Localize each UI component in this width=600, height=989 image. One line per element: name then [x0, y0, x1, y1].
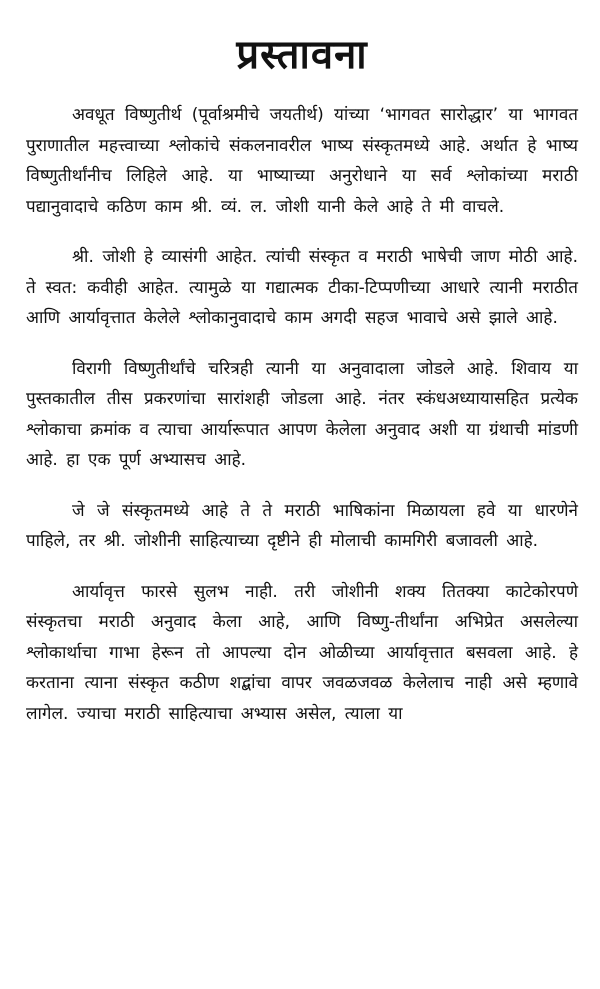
paragraph-5: आर्यावृत्त फारसे सुलभ नाही. तरी जोशीनी शक्य तितक्या काटेकोरपणे संस्कृतचा मराठी अनुवाद केला आहे, आणि विष्णु-तीर्थांना अभिप्रेत असलेल्या श्लोकार्थाचा गाभा हेरून तो आपल्या दोन ओळीच्या आर्यावृत्तात बसवला आहे. हे करताना त्याना संस्कृत कठीण शद्बांचा वापर जवळजवळ केलेलाच नाही असे म्हणावे लागेल. ज्याचा मराठी साहित्याचा अभ्यास असेल, त्याला या [26, 581, 578, 724]
paragraph-2: श्री. जोशी हे व्यासंगी आहेत. त्यांची संस्कृत व मराठी भाषेची जाण मोठी आहे. ते स्वत: कवीही आहेत. त्यामुळे या गद्यात्मक टीका-टिप्पणीच्या आधारे त्यानी मराठीत आणि आर्यावृत्तात केलेले श्लोकानुवादाचे काम अगदी सहज भावाचे असे झाले आहे. [26, 247, 578, 328]
paragraph-4: जे जे संस्कृतमध्ये आहे ते ते मराठी भाषिकांना मिळायला हवे या धारणेने पाहिले, तर श्री. जोशीनी साहित्याच्या दृष्टीने ही मोलाची कामगिरी बजावली आहे. [26, 500, 578, 551]
paragraph-1: अवधूत विष्णुतीर्थ (पूर्वाश्रमीचे जयतीर्थ) यांच्या ‘भागवत सारोद्धार’ या भागवत पुराणातील महत्त्वाच्या श्लोकांचे संकलनावरील भाष्य संस्कृतमध्ये आहे. अर्थात हे भाष्य विष्णुतीर्थांनीच लिहिले आहे. या भाष्याच्या अनुरोधाने या सर्व श्लोकांच्या मराठी पद्यानुवादाचे कठिण काम श्री. व्यं. ल. जोशी यानी केले आहे ते मी वाचले. [26, 105, 578, 217]
paragraph-3: विरागी विष्णुतीर्थांचे चरित्रही त्यानी या अनुवादाला जोडले आहे. शिवाय या पुस्तकातील तीस प्रकरणांचा सारांशही जोडला आहे. नंतर स्कंधअध्यायासहित प्रत्येक श्लोकाचा क्रमांक व त्याचा आर्यारूपात आपण केलेला अनुवाद अशी या ग्रंथाची मांडणी आहे. हा एक पूर्ण अभ्यासच आहे. [26, 358, 578, 470]
page-title: प्रस्तावना [236, 32, 368, 78]
